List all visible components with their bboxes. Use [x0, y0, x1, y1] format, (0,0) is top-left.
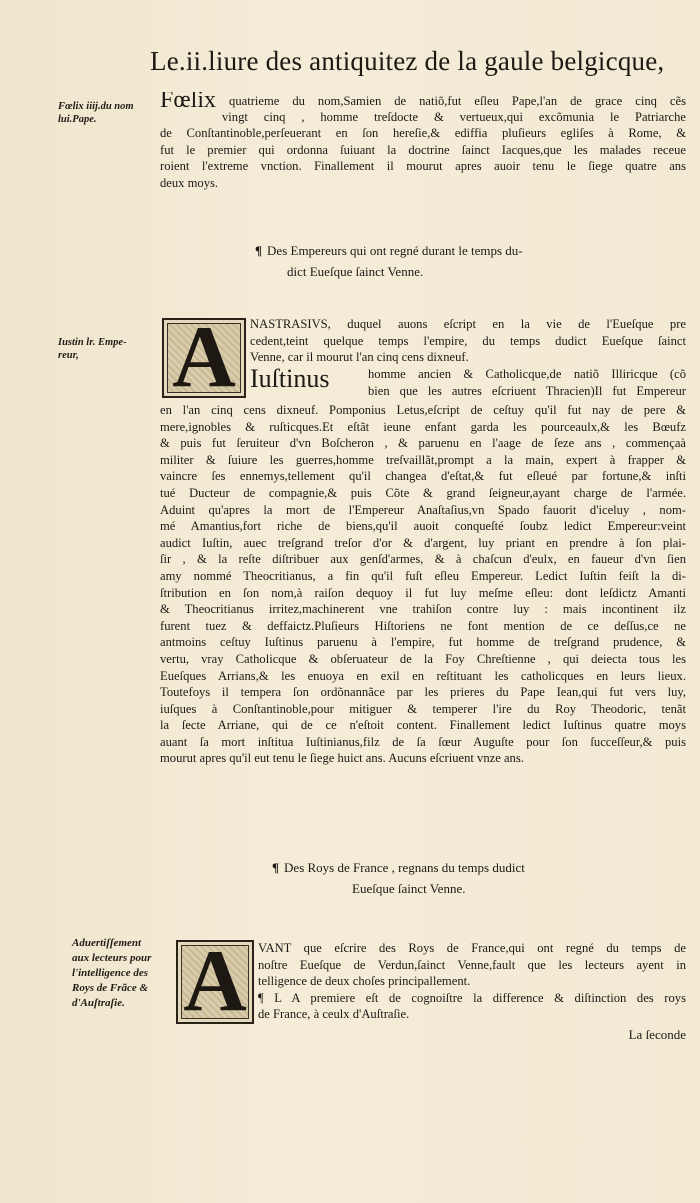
- margin-note-line: Iustin lr. Empe-: [58, 337, 127, 348]
- initial-letter: A: [183, 933, 247, 1030]
- decorated-initial-A-2: [176, 933, 254, 1030]
- text-line: & puis fut ſeruiteur d'vn Boſcheron , & paruenu en l'aage de ſeze ans , commençaà: [160, 436, 686, 451]
- text-line: telligence de deux choſes principallement.: [258, 974, 471, 989]
- rubric-line: dict Eueſque ſainct Venne.: [287, 264, 424, 279]
- text-line: mere,ignobles & ruſticques.Et eſtãt ieune enfant garda les pourceaulx,& les Bœufz: [160, 419, 686, 434]
- margin-note-line: lui.Pape.: [58, 114, 97, 125]
- text-line: audict Iuſtin, auec treſgrand treſor d'or & d'argent, luy priant en prendre à ſon plai-: [160, 535, 686, 550]
- text-line: ſtribution en ſon nom,à raiſon dequoy il fut luy meſme eſleu: dont leſdictz Amanti: [160, 585, 686, 600]
- text-line: antmoins ceſtuy Iuſtinus paruenu à l'empire, fut homme de treſgrand prudence, &: [160, 635, 686, 650]
- pilcrow-mark: ¶: [255, 243, 263, 258]
- decorated-initial-A: [162, 309, 246, 406]
- margin-note-iustin: [58, 336, 127, 362]
- margin-note-line: reur,: [58, 350, 79, 361]
- paragraph-iustinus-opening: [368, 366, 686, 399]
- paragraph-kings: [258, 940, 686, 1023]
- pilcrow-mark: ¶: [272, 860, 280, 875]
- paragraph-iustinus: [160, 402, 686, 767]
- catchword: La ſeconde: [628, 1027, 686, 1042]
- margin-note-line: l'intelligence des: [72, 967, 149, 979]
- text-line: Venne, car il mourut l'an cinq cens dixneuf.: [250, 350, 469, 365]
- text-line: bien que les autres eſcriuent Thracien)Il fut Empereur: [368, 383, 686, 398]
- text-line: fut le premier qui ordonna ſuiuant la doctrine ſainct Iacques,que les malades receue: [160, 142, 686, 157]
- text-line: vingt cinq , homme treſdocte & vertueux,qui excõmunia le Patriarche: [222, 109, 686, 124]
- dropword: Fœlix: [160, 92, 217, 109]
- margin-note-foelix: [58, 100, 134, 126]
- text-line: noſtre Eueſque de Verdun,ſainct Venne,fault que les lecteurs ayent in: [258, 957, 686, 972]
- paragraph-anastasius-opening: [250, 316, 686, 366]
- text-line: & Theocritianus irritez,machinerent vne trahiſon contre luy : mais incontinent ilz: [160, 602, 686, 617]
- text-line: cedent,teint quelque temps l'empire, du temps dudict Eueſque ſainct: [250, 333, 686, 348]
- text-line: amy nommé Theocritianus, a fin qu'il fuſt eſleu Empereur. Ledict Iuſtin feiſt la di-: [160, 568, 686, 583]
- text-line: NASTRASIVS, duquel auons eſcript en la vie de l'Eueſque pre: [250, 317, 686, 331]
- text-line: VANT que eſcrire des Roys de France,qui ont regné du temps de: [258, 941, 686, 955]
- text-line: deux moys.: [160, 175, 219, 190]
- text-line: vaincre ſes ennemys,tellement qu'il changea d'eſtat,& fut eſleué par fortune,& inſti: [160, 469, 686, 484]
- text-line: Eueſques Arrians,& les enuoya en exil en reſtituant les catholicques en leurs lieux.: [160, 668, 686, 683]
- iustinus-word: Iuſtinus: [250, 364, 330, 393]
- margin-note-line: aux lecteurs pour: [72, 952, 152, 964]
- margin-note-line: Roys de Frãce &: [72, 982, 149, 994]
- text-line: iuſques à Conſtantinoble,pour mitiguer & temperer l'ire du Roy Theodoric, tenãt: [160, 701, 686, 716]
- rubric-line: Des Empereurs qui ont regné durant le temps du-: [267, 243, 523, 258]
- text-line: de France, à ceulx d'Auſtraſie.: [258, 1007, 410, 1022]
- text-line: de Conſtantinoble,perſeuerant en ſon hereſie,& ediffia pluſieurs egliſes à Rome, &: [160, 126, 686, 141]
- text-line: roient l'extreme vnction. Finallement il mourut apres auoir tenu le ſiege quatre ans: [160, 159, 686, 174]
- text-line: Fœlix quatrieme du nom,Samien de natiõ,fut eſleu Pape,l'an de grace cinq cẽs: [160, 92, 686, 109]
- section-rubric-kings: [272, 857, 525, 899]
- text-line: tué Ducteur de compagnie,& puis Cõte & grand ſeigneur,ayant charge de l'armée.: [160, 485, 686, 500]
- margin-note-line: Aduertiſſement: [72, 937, 142, 949]
- text-line: auant ſa mort inſtitua Iuſtinianus,filz de ſa ſœur Auguſte pour ſon ſucceſſeur,& puis: [160, 734, 686, 749]
- text-line: ¶ L A premiere eſt de cognoiſtre la difference & diſtinction des roys: [258, 990, 686, 1005]
- section-rubric-emperors: [255, 240, 523, 282]
- initial-letter: A: [172, 309, 236, 406]
- rubric-line: Eueſque ſainct Venne.: [352, 881, 466, 896]
- text-line: homme ancien & Catholicque,de natiõ Illiricque (cõ: [368, 367, 686, 381]
- running-header: Le.ii.liure des antiquitez de la gaule belgicque,: [150, 46, 665, 76]
- text-line: ſir , & la reſte diſtribuer aux genſd'armes, & à chaſcun d'eulx, en faueur d'vn ſien: [160, 552, 686, 567]
- text-line: la ſecte Arriane, qui de ce n'eſtoit content. Finallement ledict Iuſtinus quatre moys: [160, 718, 686, 733]
- text-line: vertu, vray Catholicque & obſeruateur de la Foy Chreſtienne , qui deiecta tous les: [160, 651, 686, 666]
- text-line: furent tuez & deffaictz.Pluſieurs Hiſtoriens ne font mention de ce deſſus,ce ne: [160, 618, 686, 633]
- text-line: mourut apres qu'il eut tenu le ſiege huict ans. Aucuns eſcriuent vnze ans.: [160, 751, 524, 766]
- paragraph-foelix: [160, 92, 686, 192]
- text-line: Toutefoys il tempera ſon ordõnannãce par les prieres du Pape Iean,qui fut vers luy,: [160, 685, 686, 700]
- margin-note-line: d'Auſtraſie.: [72, 997, 125, 1009]
- margin-note-line: Fœlix iiij.du nom: [58, 101, 134, 112]
- text-line: en l'an cinq cens dixneuf. Pomponius Letus,eſcript de ceſtuy qu'il fut nay de pere &: [160, 403, 686, 417]
- rubric-line: Des Roys de France , regnans du temps dudict: [284, 860, 525, 875]
- text-line: militer & ſuiure les guerres,homme treſvaillãt,prompt a la main, expert à frapper &: [160, 452, 686, 467]
- margin-note-advertissement: [72, 936, 151, 1011]
- text-line: Aduint qu'apres la mort de l'Empereur Anaſtaſius,vn Spado fauorit d'iceluy , nom-: [160, 502, 686, 517]
- text-line: mé Amantius,fort riche de biens,qu'il auoit conqueſté ſoubz ledict Empereur:veint: [160, 519, 686, 534]
